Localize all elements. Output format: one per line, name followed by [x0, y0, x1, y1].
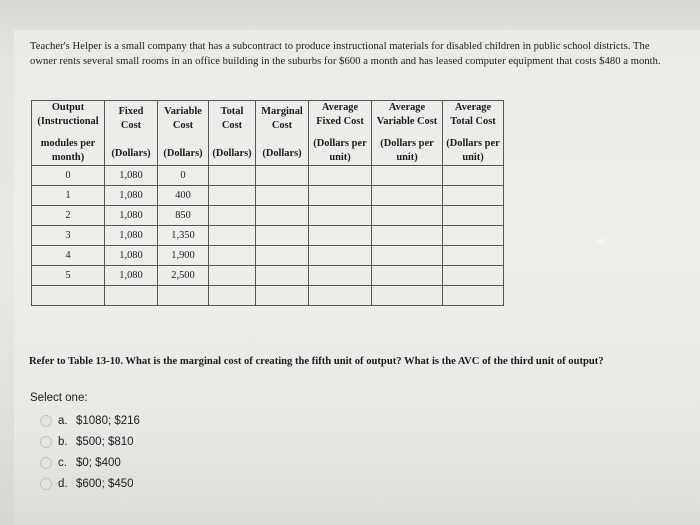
table-cell: [309, 206, 372, 226]
option-b[interactable]: [40, 431, 140, 452]
table-cell: [372, 186, 443, 206]
option-d-text: $600; $450: [76, 477, 134, 490]
table-cell: [443, 166, 504, 186]
intro-paragraph: Teacher's Helper is a small company that has a subcontract to produce instructional materials for disabled children in public school districts. The owner rents several small rooms in an office building in the suburbs for $600 a month and has leased computer equipment that costs $480 a month.: [30, 41, 661, 67]
header-fixed-cost: Fixed Cost (Dollars): [105, 101, 158, 166]
table-cell: [256, 206, 309, 226]
option-c-text: $0; $400: [76, 456, 121, 469]
table-cell: 1,080: [105, 206, 158, 226]
table-cell: [443, 186, 504, 206]
header-variable-cost: Variable Cost (Dollars): [158, 101, 209, 166]
table-header-row: [32, 101, 504, 166]
table-row: [32, 206, 504, 226]
table-cell: [256, 286, 309, 306]
table-cell: 1,080: [105, 166, 158, 186]
header-total-cost: Total Cost (Dollars): [209, 101, 256, 166]
table-cell: [158, 286, 209, 306]
table-cell: 0: [32, 166, 105, 186]
table-cell: [309, 166, 372, 186]
table-cell: [209, 246, 256, 266]
table-cell: 850: [158, 206, 209, 226]
table-cell: [209, 286, 256, 306]
table-cell: 2: [32, 206, 105, 226]
radio-c[interactable]: [40, 457, 52, 469]
table-cell: [443, 266, 504, 286]
table-cell: [209, 186, 256, 206]
option-c-letter: c.: [58, 456, 67, 469]
table-cell: [309, 286, 372, 306]
table-cell: 1,080: [105, 266, 158, 286]
option-a[interactable]: [40, 410, 140, 431]
table-cell: [443, 206, 504, 226]
table-row: [32, 286, 504, 306]
table-cell: [372, 266, 443, 286]
header-average-fixed-cost: Average Fixed Cost (Dollars per unit): [309, 101, 372, 166]
table-cell: [256, 166, 309, 186]
table-cell: [372, 166, 443, 186]
table-cell: 1,080: [105, 186, 158, 206]
select-one-label: Select one:: [30, 392, 88, 404]
table-row: [32, 166, 504, 186]
table-cell: [256, 226, 309, 246]
table-cell: [209, 226, 256, 246]
table-cell: [309, 266, 372, 286]
header-average-variable-cost: Average Variable Cost (Dollars per unit): [372, 101, 443, 166]
table-cell: 400: [158, 186, 209, 206]
table-cell: [443, 226, 504, 246]
table-cell: 1,080: [105, 226, 158, 246]
table-cell: [309, 186, 372, 206]
table-cell: [372, 206, 443, 226]
question-text: Refer to Table 13-10. What is the marginal cost of creating the fifth unit of output? What is the AVC of the third unit of output?: [29, 356, 604, 367]
table-cell: [105, 286, 158, 306]
radio-d[interactable]: [40, 478, 52, 490]
table-cell: 1,080: [105, 246, 158, 266]
option-b-letter: b.: [58, 435, 68, 448]
table-cell: [209, 166, 256, 186]
table-row: [32, 246, 504, 266]
header-average-total-cost: Average Total Cost (Dollars per unit): [443, 101, 504, 166]
table-cell: [256, 246, 309, 266]
cost-table: [31, 100, 504, 306]
table-cell: 1: [32, 186, 105, 206]
table-cell: [256, 266, 309, 286]
table-cell: 1,900: [158, 246, 209, 266]
table-cell: 0: [158, 166, 209, 186]
option-a-text: $1080; $216: [76, 414, 140, 427]
table-cell: [372, 286, 443, 306]
table-row: [32, 226, 504, 246]
table-cell: [372, 246, 443, 266]
table-cell: 2,500: [158, 266, 209, 286]
option-b-text: $500; $810: [76, 435, 134, 448]
table-cell: [256, 186, 309, 206]
table-cell: [372, 226, 443, 246]
table-row: [32, 186, 504, 206]
table-cell: [209, 206, 256, 226]
option-d[interactable]: [40, 473, 140, 494]
header-output: Output (Instructional modules per month): [32, 101, 105, 166]
table-cell: [209, 266, 256, 286]
radio-b[interactable]: [40, 436, 52, 448]
table-cell: 1,350: [158, 226, 209, 246]
table-cell: [443, 246, 504, 266]
table-cell: 3: [32, 226, 105, 246]
table-cell: [309, 226, 372, 246]
header-marginal-cost: Marginal Cost (Dollars): [256, 101, 309, 166]
table-cell: [309, 246, 372, 266]
table-cell: [32, 286, 105, 306]
table-cell: 4: [32, 246, 105, 266]
table-cell: 5: [32, 266, 105, 286]
table-cell: [443, 286, 504, 306]
answer-options: [40, 410, 140, 494]
option-a-letter: a.: [58, 414, 68, 427]
radio-a[interactable]: [40, 415, 52, 427]
option-d-letter: d.: [58, 477, 68, 490]
option-c[interactable]: [40, 452, 140, 473]
table-row: [32, 266, 504, 286]
